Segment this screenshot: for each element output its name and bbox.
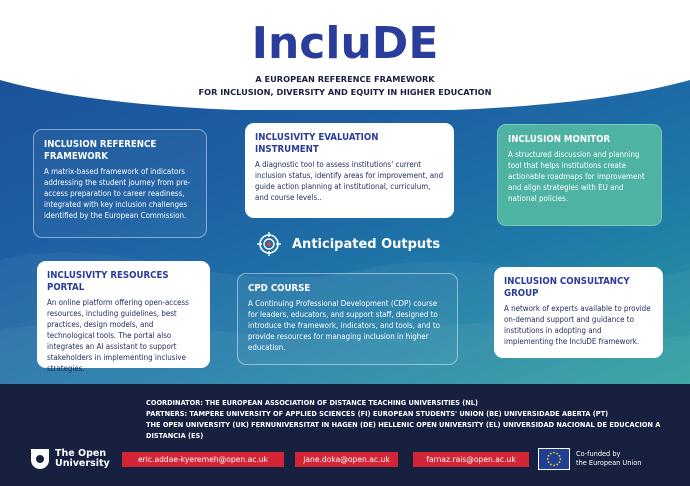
open-university-shield-icon <box>30 448 50 470</box>
card-text: A Continuing Professional Development (CDP) course for leaders, educators, and support staff, designed to introduce the framework, indicators, and tools, and to provide resources for managing inclusion in higher education. <box>248 299 440 352</box>
subtitle-line-1: A EUROPEAN REFERENCE FRAMEWORK <box>255 74 435 84</box>
card-text: A matrix-based framework of indicators addressing the student journey from pre-access preparation to career readiness, integrated with key inclusion challenges identified by the European Commission. <box>44 167 191 220</box>
card-inclusion-consultancy-group <box>494 267 663 358</box>
ou-line-1: The Open <box>55 448 107 459</box>
page-title: IncluDE <box>251 18 439 69</box>
email-link-1[interactable]: eric.addae-kyeremeh@open.ac.uk <box>122 452 284 467</box>
partners-line-2: THE OPEN UNIVERSITY (UK) FERNUNIVERSITAT IN HAGEN (DE) HELLENIC OPEN UNIVERSITY (EL) UNIVERSIDAD NACIONAL DE EDUCACION A DISTANCIA (ES) <box>146 421 661 440</box>
card-title: INCLUSIVITY EVALUATION INSTRUMENT <box>255 132 379 155</box>
ou-line-2: University <box>55 458 110 469</box>
coordinator-text: COORDINATOR: THE EUROPEAN ASSOCIATION OF DISTANCE TEACHING UNIVERSITIES (NL) <box>146 399 478 407</box>
target-icon <box>256 231 282 257</box>
card-inclusion-monitor <box>497 124 662 226</box>
card-title: INCLUSIVITY RESOURCES PORTAL <box>47 270 169 293</box>
email-link-3[interactable]: farnaz.rais@open.ac.uk <box>413 452 529 467</box>
partners-block <box>146 398 690 442</box>
eu-line-1: Co-funded by <box>576 450 621 458</box>
card-text: A network of experts available to provide on-demand support and guidance to institutions in adopting and implementing the IncluDE framework. <box>504 304 651 346</box>
anticipated-outputs <box>256 231 440 257</box>
card-text: A diagnostic tool to assess institutions' current inclusion status, identify areas for improvement, and guide action planning at institutional, curriculum, and course levels.. <box>255 160 444 202</box>
eu-flag-icon <box>538 448 570 470</box>
card-text: A structured discussion and planning tool that helps institutions create actionable roadmaps for improvement and align strategies with EU and national policies. <box>508 150 645 203</box>
card-inclusivity-resources-portal <box>37 261 210 373</box>
card-title: INCLUSION MONITOR <box>508 134 611 145</box>
anticipated-outputs-label: Anticipated Outputs <box>292 236 441 252</box>
card-inclusivity-evaluation-instrument <box>245 123 454 218</box>
partners-line-1: PARTNERS: TAMPERE UNIVERSITY OF APPLIED SCIENCES (FI) EUROPEAN STUDENTS' UNION (BE) UNIVERSIDADE ABERTA (PT) <box>146 410 609 418</box>
open-university-logo <box>30 448 110 470</box>
email-link-2[interactable]: jane.doka@open.ac.uk <box>295 452 398 467</box>
card-inclusion-reference-framework <box>33 129 207 238</box>
card-cpd-course <box>237 273 458 365</box>
eu-line-2: the European Union <box>576 459 642 467</box>
card-text: An online platform offering open-access resources, including guidelines, best practices, design models, and technological tools. The portal also integrates an AI assistant to support stakeholders in implementing inclusive strategies. <box>47 298 189 373</box>
subtitle-line-2: FOR INCLUSION, DIVERSITY AND EQUITY IN HIGHER EDUCATION <box>198 87 492 97</box>
card-title: CPD COURSE <box>248 283 311 294</box>
card-title: INCLUSION REFERENCE FRAMEWORK <box>44 139 157 162</box>
eu-cofunded-logo <box>538 448 641 470</box>
card-title: INCLUSION CONSULTANCY GROUP <box>504 276 630 299</box>
